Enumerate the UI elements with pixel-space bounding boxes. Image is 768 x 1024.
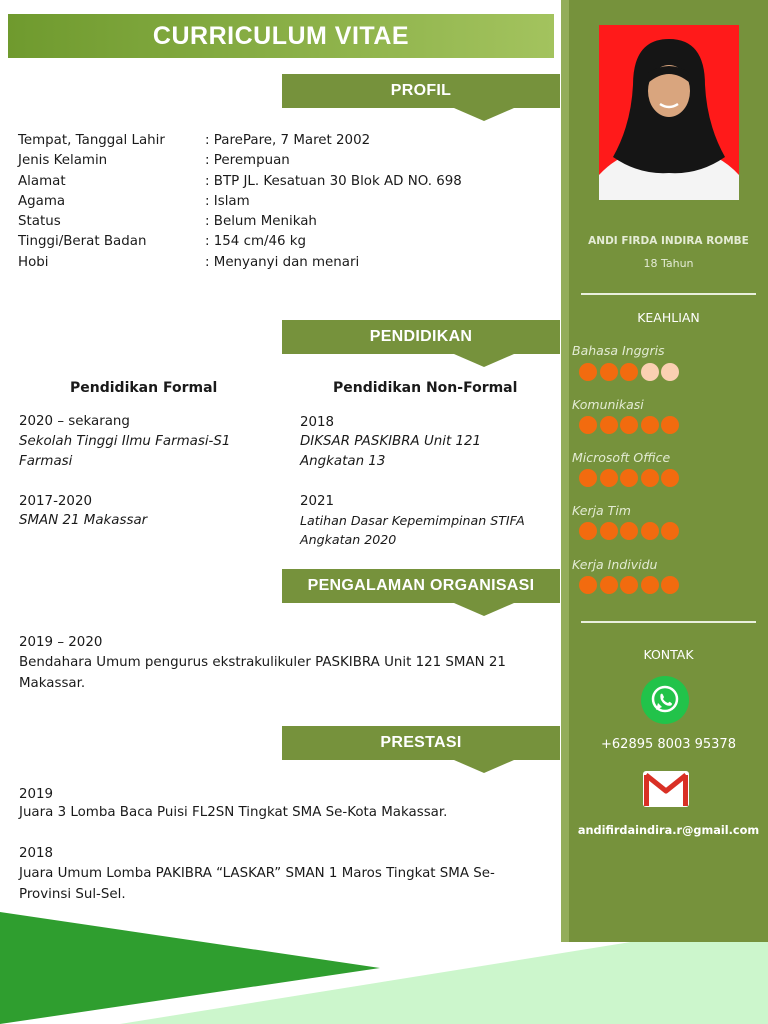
skill-dot-filled <box>579 416 597 434</box>
nonformal-course-cont: Angkatan 2020 <box>300 532 397 547</box>
skill-dot-filled <box>641 522 659 540</box>
skill-label: Kerja Tim <box>572 503 631 518</box>
sidebar-age: 18 Tahun <box>643 257 694 270</box>
organization-role: Bendahara Umum pengurus ekstrakulikuler PASKIBRA Unit 121 SMAN 21 <box>19 655 506 670</box>
profile-value: : Belum Menikah <box>205 214 317 229</box>
nonformal-years: 2021 <box>300 494 335 509</box>
organization-years: 2019 – 2020 <box>19 635 103 650</box>
skill-dot-filled <box>661 576 679 594</box>
skill-label: Komunikasi <box>572 397 644 412</box>
skill-dot-filled <box>600 469 618 487</box>
achievement-text: Juara Umum Lomba PAKIBRA “LASKAR” SMAN 1 Maros Tingkat SMA Se- <box>19 866 495 881</box>
skill-dot-empty <box>641 363 659 381</box>
profile-label: Alamat <box>18 174 66 189</box>
section-header-profil <box>282 74 560 108</box>
skill-dot-filled <box>600 363 618 381</box>
title-bar <box>8 14 554 58</box>
skill-dot-filled <box>579 522 597 540</box>
contact-phone: +62895 8003 95378 <box>601 737 736 752</box>
skill-dot-filled <box>579 363 597 381</box>
achievement-text: Juara 3 Lomba Baca Puisi FL2SN Tingkat SMA Se-Kota Makassar. <box>19 805 448 820</box>
achievement-text-cont: Provinsi Sul-Sel. <box>19 887 126 902</box>
sidebar-divider <box>581 621 756 623</box>
skill-dot-filled <box>579 469 597 487</box>
profile-label: Tempat, Tanggal Lahir <box>18 133 165 148</box>
gmail-icon <box>643 771 689 807</box>
skill-dot-filled <box>641 416 659 434</box>
skill-dot-empty <box>661 363 679 381</box>
skill-dot-filled <box>600 522 618 540</box>
formal-years: 2017-2020 <box>19 494 92 509</box>
skill-dot-filled <box>661 522 679 540</box>
nonformal-education-title: Pendidikan Non-Formal <box>333 380 518 396</box>
profile-value: : Islam <box>205 194 250 209</box>
sidebar-edge <box>561 0 569 942</box>
skill-label: Bahasa Inggris <box>572 343 665 358</box>
profile-value: : 154 cm/46 kg <box>205 234 307 249</box>
sidebar-divider <box>581 293 756 295</box>
skill-dot-filled <box>620 363 638 381</box>
profile-value: : Menyanyi dan menari <box>205 255 360 270</box>
formal-school: SMAN 21 Makassar <box>19 513 148 528</box>
skill-dot-filled <box>661 416 679 434</box>
organization-role-cont: Makassar. <box>19 676 86 691</box>
section-title: PROFIL <box>390 82 452 99</box>
profile-value: : ParePare, 7 Maret 2002 <box>205 133 371 148</box>
formal-school-cont: Farmasi <box>19 454 73 469</box>
skill-dot-filled <box>620 469 638 487</box>
section-title: PENGALAMAN ORGANISASI <box>307 577 535 594</box>
skill-dot-filled <box>600 576 618 594</box>
section-header-organisasi <box>282 569 560 603</box>
formal-school: Sekolah Tinggi Ilmu Farmasi-S1 <box>19 434 231 449</box>
profile-label: Tinggi/Berat Badan <box>18 234 147 249</box>
skill-label: Microsoft Office <box>572 450 671 465</box>
contact-title: KONTAK <box>643 647 694 662</box>
contact-email: andifirdaindira.r@gmail.com <box>577 824 760 837</box>
skill-dot-filled <box>620 522 638 540</box>
dark-green-triangle <box>0 912 380 1024</box>
profile-label: Jenis Kelamin <box>18 153 108 168</box>
skills-title: KEAHLIAN <box>637 310 700 325</box>
skill-dot-filled <box>641 576 659 594</box>
nonformal-years: 2018 <box>300 415 335 430</box>
skill-dot-filled <box>620 576 638 594</box>
nonformal-course-cont: Angkatan 13 <box>300 454 386 469</box>
page-title: CURRICULUM VITAE <box>152 21 410 50</box>
sidebar-name: ANDI FIRDA INDIRA ROMBE <box>588 235 749 247</box>
section-header-prestasi <box>282 726 560 760</box>
person-icon <box>599 25 739 200</box>
profile-label: Agama <box>18 194 66 209</box>
section-title: PENDIDIKAN <box>369 328 473 345</box>
skill-dot-filled <box>641 469 659 487</box>
skill-label: Kerja Individu <box>572 557 658 572</box>
skill-dot-filled <box>600 416 618 434</box>
profile-value: : Perempuan <box>205 153 290 168</box>
skill-dot-filled <box>661 469 679 487</box>
section-title: PRESTASI <box>380 734 462 751</box>
nonformal-course: DIKSAR PASKIBRA Unit 121 <box>300 434 482 449</box>
profile-value: : BTP JL. Kesatuan 30 Blok AD NO. 698 <box>205 174 462 189</box>
section-header-pendidikan <box>282 320 560 354</box>
formal-years: 2020 – sekarang <box>19 414 130 429</box>
whatsapp-icon <box>641 676 689 724</box>
profile-label: Hobi <box>18 255 49 270</box>
profile-label: Status <box>18 214 61 229</box>
profile-photo <box>599 25 739 200</box>
skill-dot-filled <box>620 416 638 434</box>
achievement-year: 2019 <box>19 787 54 802</box>
skill-dot-filled <box>579 576 597 594</box>
nonformal-course: Latihan Dasar Kepemimpinan STIFA <box>300 513 525 528</box>
achievement-year: 2018 <box>19 846 54 861</box>
formal-education-title: Pendidikan Formal <box>70 380 218 396</box>
